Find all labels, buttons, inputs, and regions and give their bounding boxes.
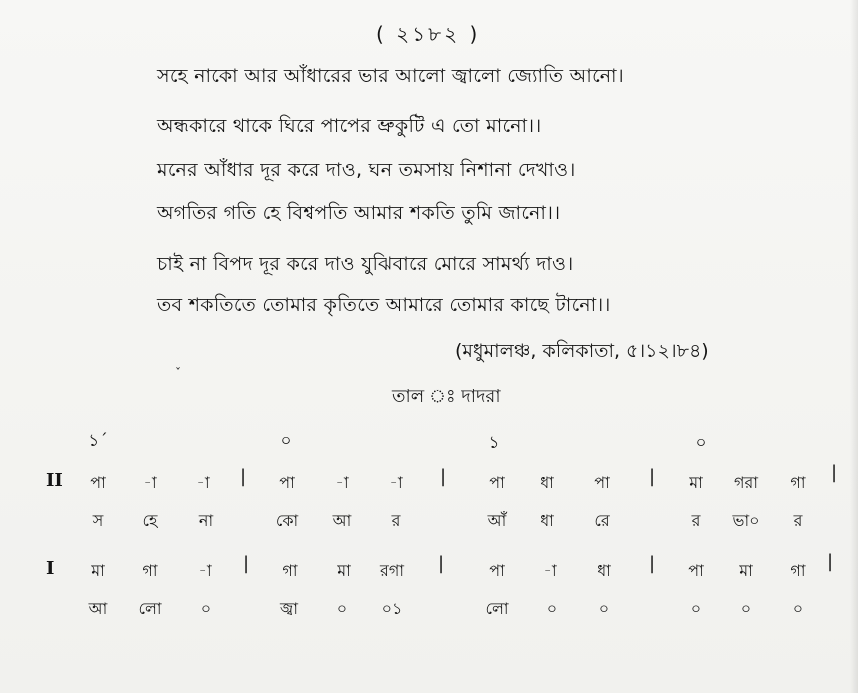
- row-start-mark: II: [46, 470, 63, 491]
- bar-line: |: [239, 466, 247, 487]
- lyric-syllable: ০: [598, 599, 610, 618]
- lyric-syllable: আ: [332, 511, 352, 530]
- lyric-line-1: সহে নাকো আর আঁধারের ভার আলো জ্বালো জ্যোতি আনো।: [157, 65, 624, 87]
- swara-note: রগা: [380, 561, 404, 580]
- swara-note: ধা: [597, 561, 611, 580]
- lyric-syllable: রে: [594, 511, 610, 530]
- swara-note: পা: [489, 473, 505, 492]
- beat-marker: ১´: [88, 431, 108, 451]
- lyric-syllable: ০: [690, 599, 702, 618]
- swara-note: ধা: [540, 473, 554, 492]
- swara-note: -া: [143, 473, 157, 492]
- bar-line: |: [648, 466, 656, 487]
- swara-note: পা: [688, 561, 704, 580]
- lyric-line-4: অগতির গতি হে বিশ্বপতি আমার শকতি তুমি জানো।।: [157, 202, 561, 224]
- swara-note: পা: [489, 561, 505, 580]
- swara-note: -া: [543, 561, 557, 580]
- lyric-syllable: লো: [138, 599, 162, 618]
- lyric-line-3: মনের আঁধার দূর করে দাও, ঘন তমসায় নিশানা দেখাও।: [157, 159, 576, 181]
- swara-note: মা: [689, 473, 703, 492]
- swara-note: -া: [335, 473, 349, 492]
- lyric-syllable: আঁ: [487, 511, 507, 530]
- swara-note: মা: [91, 561, 105, 580]
- lyric-line-5: চাই না বিপদ দূর করে দাও যুঝিবারে মোরে সামর্থ্য দাও।: [157, 253, 574, 275]
- lyric-line-2: অন্ধকারে থাকে ঘিরে পাপের ভ্রুকুটি এ তো মানো।।: [157, 115, 542, 137]
- lyric-syllable: না: [198, 511, 214, 530]
- swara-note: গা: [790, 561, 806, 580]
- lyric-syllable: ০: [336, 599, 348, 618]
- bar-line: |: [648, 553, 656, 574]
- swara-note: মা: [739, 561, 753, 580]
- lyric-syllable: হে: [142, 511, 158, 530]
- tala-heading: তাল ঃ দাদরা: [392, 386, 501, 407]
- bar-line: |: [439, 466, 447, 487]
- lyric-syllable: লো: [485, 599, 509, 618]
- page-edge-shadow: [850, 0, 858, 693]
- lyric-syllable: ০: [792, 599, 804, 618]
- row-start-mark: I: [46, 558, 55, 579]
- stray-mark: ˇ: [175, 366, 181, 380]
- page-number: ( ২১৮২ ): [376, 22, 481, 46]
- bar-line: |: [826, 551, 834, 572]
- source-citation: (মধুমালঞ্চ, কলিকাতা, ৫।১২।৮৪): [455, 340, 709, 362]
- swara-note: -া: [198, 561, 212, 580]
- lyric-syllable: ভা০: [732, 511, 760, 530]
- swara-note: পা: [90, 473, 106, 492]
- swara-note: গা: [282, 561, 298, 580]
- swara-note: -া: [389, 473, 403, 492]
- swara-note: মা: [337, 561, 351, 580]
- lyric-syllable: কো: [275, 511, 299, 530]
- lyric-syllable: ০: [200, 599, 212, 618]
- swara-note: গা: [142, 561, 158, 580]
- swara-note: পা: [594, 473, 610, 492]
- lyric-syllable: ধা: [540, 511, 554, 530]
- lyric-syllable: আ: [88, 599, 108, 618]
- lyric-syllable: স: [92, 511, 104, 530]
- lyric-syllable: র: [691, 511, 701, 530]
- beat-marker: ১: [488, 433, 500, 453]
- lyric-syllable: র: [391, 511, 401, 530]
- bar-line: |: [437, 553, 445, 574]
- lyric-syllable: ০: [740, 599, 752, 618]
- lyric-syllable: জ্বা: [280, 599, 298, 618]
- beat-marker: ০: [280, 431, 292, 451]
- lyric-line-6: তব শকতিতে তোমার কৃতিতে আমারে তোমার কাছে টানো।।: [157, 294, 611, 316]
- bar-line: |: [242, 553, 250, 574]
- bar-line: |: [830, 462, 838, 483]
- swara-note: -া: [196, 473, 210, 492]
- swara-note: পা: [279, 473, 295, 492]
- lyric-syllable: ০১: [381, 599, 403, 618]
- lyric-syllable: র: [793, 511, 803, 530]
- swara-note: গা: [790, 473, 806, 492]
- swara-note: গরা: [734, 473, 758, 492]
- lyric-syllable: ০: [546, 599, 558, 618]
- beat-marker: ০: [695, 433, 707, 453]
